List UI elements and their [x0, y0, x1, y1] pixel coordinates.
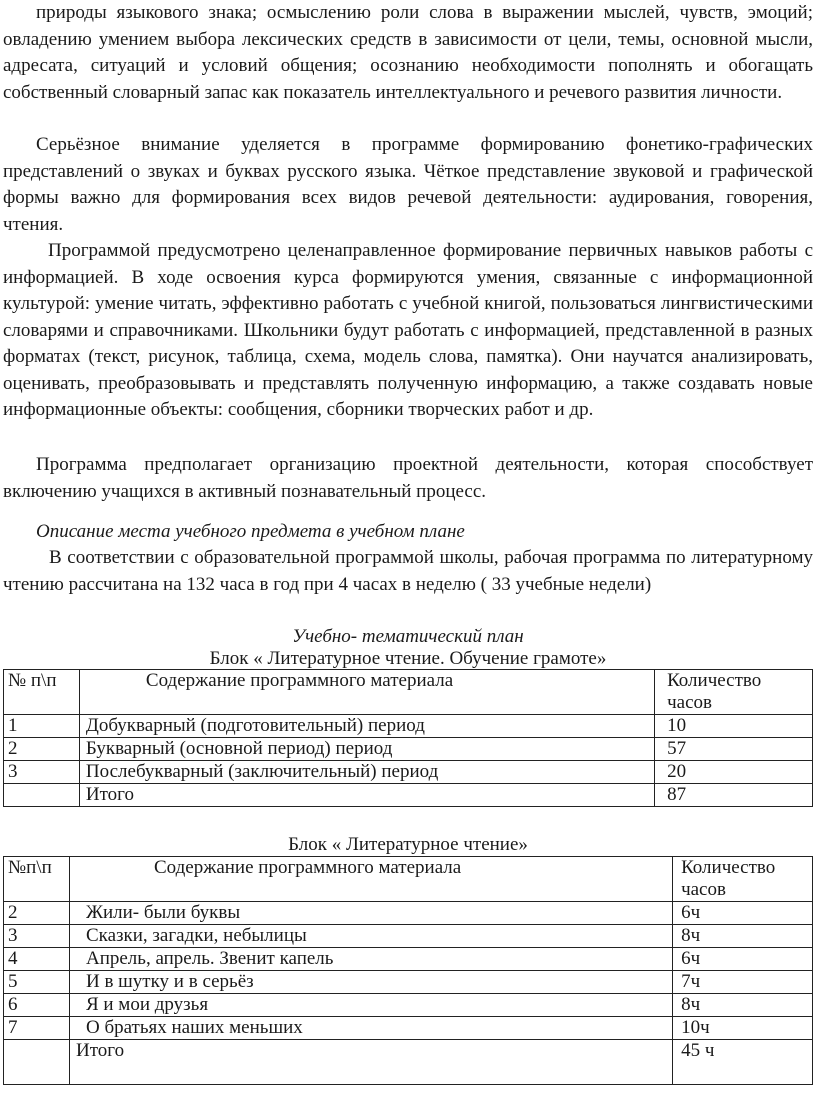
table-cell: 6ч	[673, 948, 813, 971]
table-cell: Сказки, загадки, небылицы	[69, 925, 672, 948]
table-cell: 6	[4, 994, 70, 1017]
table-cell: 8ч	[673, 994, 813, 1017]
table-row	[4, 971, 813, 994]
table-cell: 10ч	[673, 1017, 813, 1040]
table-cell: 57	[655, 738, 813, 761]
table-row-total	[4, 784, 813, 807]
table-row	[4, 715, 813, 738]
table-cell: О братьях наших меньших	[69, 1017, 672, 1040]
table-cell: Добукварный (подготовительный) период	[79, 715, 654, 738]
table-row	[4, 994, 813, 1017]
table2-header-cell: №п\п	[4, 857, 70, 902]
table1-header	[4, 670, 813, 715]
table-cell: 7	[4, 1017, 70, 1040]
table-row-total	[4, 1040, 813, 1085]
table1-title: Блок « Литературное чтение. Обучение грамоте»	[209, 648, 607, 669]
table-cell: Итого	[69, 1040, 672, 1085]
paragraph-information: Программой предусмотрено целенаправленное формирование первичных навыков работы с информацией. В ходе освоения курса формируются умения, связанные с информационной культурой: умение читать, эффективно работать с учебной книгой, пользоваться лингвистическими словарями и справочниками. Школьники будут работать с информацией, представленной в разных форматах (текст, рисунок, таблица, схема, модель слова, памятка). Они научатся анализировать, оценивать, преобразовывать и представлять полученную информацию, а также создавать новые информационные объекты: сообщения, сборники творческих работ и др.	[3, 240, 813, 420]
table2-title: Блок « Литературное чтение»	[288, 834, 528, 855]
table-cell: Жили- были буквы	[69, 902, 672, 925]
table-cell: Послебукварный (заключительный) период	[79, 761, 654, 784]
plan-title: Учебно- тематический план	[292, 626, 524, 647]
table-row	[4, 761, 813, 784]
table-cell: 8ч	[673, 925, 813, 948]
table1-header-cell: Количество часов	[655, 670, 813, 715]
table-cell: 5	[4, 971, 70, 994]
paragraph-phonetic: Серьёзное внимание уделяется в программе формированию фонетико-графических представлений о звуках и буквах русского языка. Чёткое представление звуковой и графической формы важно для формирования всех видов речевой деятельности: аудирования, говорения, чтения.	[3, 134, 813, 235]
table-cell: Итого	[79, 784, 654, 807]
table-cell: 20	[655, 761, 813, 784]
table-row	[4, 948, 813, 971]
table-row	[4, 902, 813, 925]
table1-header-cell: Содержание программного материала	[79, 670, 654, 715]
table-row	[4, 925, 813, 948]
table-row	[4, 738, 813, 761]
table2-header-cell: Количество часов	[673, 857, 813, 902]
table2-header-cell: Содержание программного материала	[69, 857, 672, 902]
table-cell: 87	[655, 784, 813, 807]
table2	[3, 856, 813, 1085]
table-cell: 1	[4, 715, 80, 738]
table-cell: 3	[4, 925, 70, 948]
table-cell: 2	[4, 738, 80, 761]
table-cell: 7ч	[673, 971, 813, 994]
table-cell: 10	[655, 715, 813, 738]
table2-header	[4, 857, 813, 902]
table-cell: 4	[4, 948, 70, 971]
table-cell: И в шутку и в серьёз	[69, 971, 672, 994]
table-cell: 2	[4, 902, 70, 925]
table-cell: Букварный (основной период) период	[79, 738, 654, 761]
paragraph-intro: природы языкового знака; осмыслению роли слова в выражении мыслей, чувств, эмоций; овладению умением выбора лексических средств в зависимости от цели, темы, основной мысли, адресата, ситуаций и условий общения; осознанию необходимости пополнять и обогащать собственный словарный запас как показатель интеллектуального и речевого развития личности.	[3, 2, 813, 103]
table-cell	[4, 1040, 70, 1085]
table-cell: Я и мои друзья	[69, 994, 672, 1017]
paragraph-project: Программа предполагает организацию проектной деятельности, которая способствует включению учащихся в активный познавательный процесс.	[3, 454, 813, 502]
table1-header-cell: № п\п	[4, 670, 80, 715]
table-cell: 3	[4, 761, 80, 784]
table1	[3, 669, 813, 807]
table-cell: Апрель, апрель. Звенит капель	[69, 948, 672, 971]
table-cell	[4, 784, 80, 807]
table-cell: 6ч	[673, 902, 813, 925]
section-heading: Описание места учебного предмета в учебном плане	[36, 521, 465, 542]
table-cell: 45 ч	[673, 1040, 813, 1085]
table-row	[4, 1017, 813, 1040]
section-paragraph: В соответствии с образовательной программой школы, рабочая программа по литературному чтению рассчитана на 132 часа в год при 4 часах в неделю ( 33 учебные недели)	[3, 547, 813, 595]
